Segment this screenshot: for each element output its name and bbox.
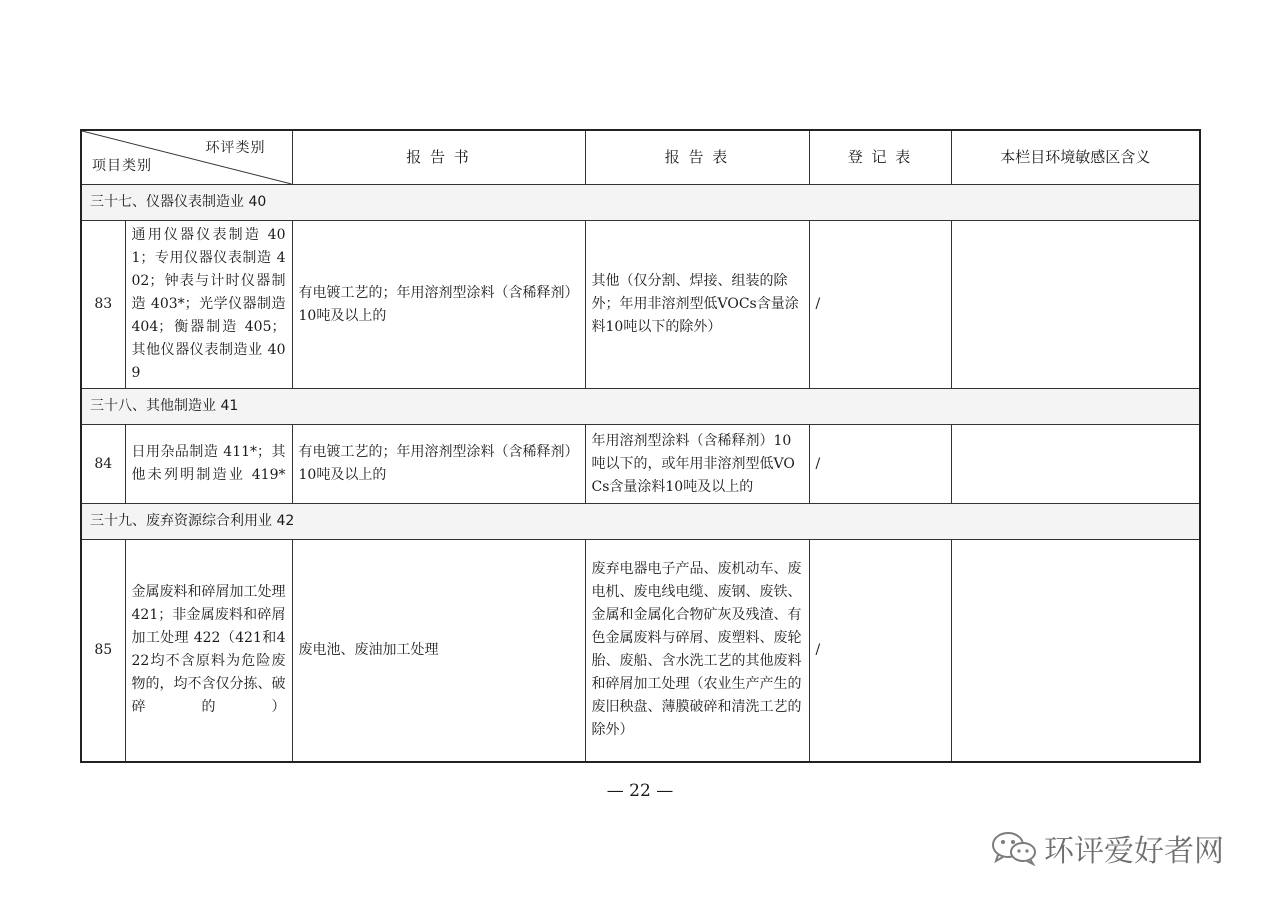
row-report-book: 有电镀工艺的；年用溶剂型涂料（含稀释剂）10吨及以上的 <box>292 221 585 389</box>
section-row <box>81 504 1200 540</box>
wechat-icon <box>990 830 1038 866</box>
row-category: 通用仪器仪表制造 401；专用仪器仪表制造 402；钟表与计时仪器制造 403*；光学仪器制造 404；衡器制造 405；其他仪器仪表制造业 409 <box>125 221 292 389</box>
row-report-book: 废电池、废油加工处理 <box>292 540 585 762</box>
row-register: / <box>809 540 951 762</box>
row-register: / <box>809 425 951 504</box>
table-row <box>81 425 1200 504</box>
row-sensitive <box>951 540 1200 762</box>
page-number: — 22 — <box>606 781 674 801</box>
classification-table <box>80 129 1201 763</box>
section-title: 三十九、废弃资源综合利用业 42 <box>81 504 1200 540</box>
table-header-row <box>81 130 1200 185</box>
row-report-book: 有电镀工艺的；年用溶剂型涂料（含稀释剂）10吨及以上的 <box>292 425 585 504</box>
section-row <box>81 185 1200 221</box>
diagonal-header-cell <box>81 130 292 185</box>
section-title: 三十八、其他制造业 41 <box>81 389 1200 425</box>
table-row <box>81 221 1200 389</box>
diag-bottom-label: 项目类别 <box>92 158 152 174</box>
col-header-sensitive: 本栏目环境敏感区含义 <box>951 130 1200 185</box>
row-report-form: 年用溶剂型涂料（含稀释剂）10吨以下的，或年用非溶剂型低VOCs含量涂料10吨及以上的 <box>585 425 809 504</box>
watermark-text: 环评爱好者网 <box>1044 834 1224 869</box>
row-report-form: 废弃电器电子产品、废机动车、废电机、废电线电缆、废钢、废铁、金属和金属化合物矿灰及残渣、有色金属废料与碎屑、废塑料、废轮胎、废船、含水洗工艺的其他废料和碎屑加工处理（农业生产产生的废旧秧盘、薄膜破碎和清洗工艺的除外） <box>585 540 809 762</box>
row-number: 84 <box>81 425 125 504</box>
row-sensitive <box>951 221 1200 389</box>
row-report-form: 其他（仅分割、焊接、组装的除外；年用非溶剂型低VOCs含量涂料10吨以下的除外） <box>585 221 809 389</box>
col-header-report-book: 报 告 书 <box>292 130 585 185</box>
col-header-report-form: 报 告 表 <box>585 130 809 185</box>
section-title: 三十七、仪器仪表制造业 40 <box>81 185 1200 221</box>
row-category: 日用杂品制造 411*；其他未列明制造业 419* <box>125 425 292 504</box>
row-category: 金属废料和碎屑加工处理 421；非金属废料和碎屑加工处理 422（421和422均不含原料为危险废物的，均不含仅分拣、破碎的） <box>125 540 292 762</box>
section-row <box>81 389 1200 425</box>
col-header-register: 登 记 表 <box>809 130 951 185</box>
table-row <box>81 540 1200 762</box>
row-sensitive <box>951 425 1200 504</box>
watermark <box>990 828 1224 868</box>
row-number: 83 <box>81 221 125 389</box>
row-register: / <box>809 221 951 389</box>
diag-top-label: 环评类别 <box>205 140 266 156</box>
row-number: 85 <box>81 540 125 762</box>
